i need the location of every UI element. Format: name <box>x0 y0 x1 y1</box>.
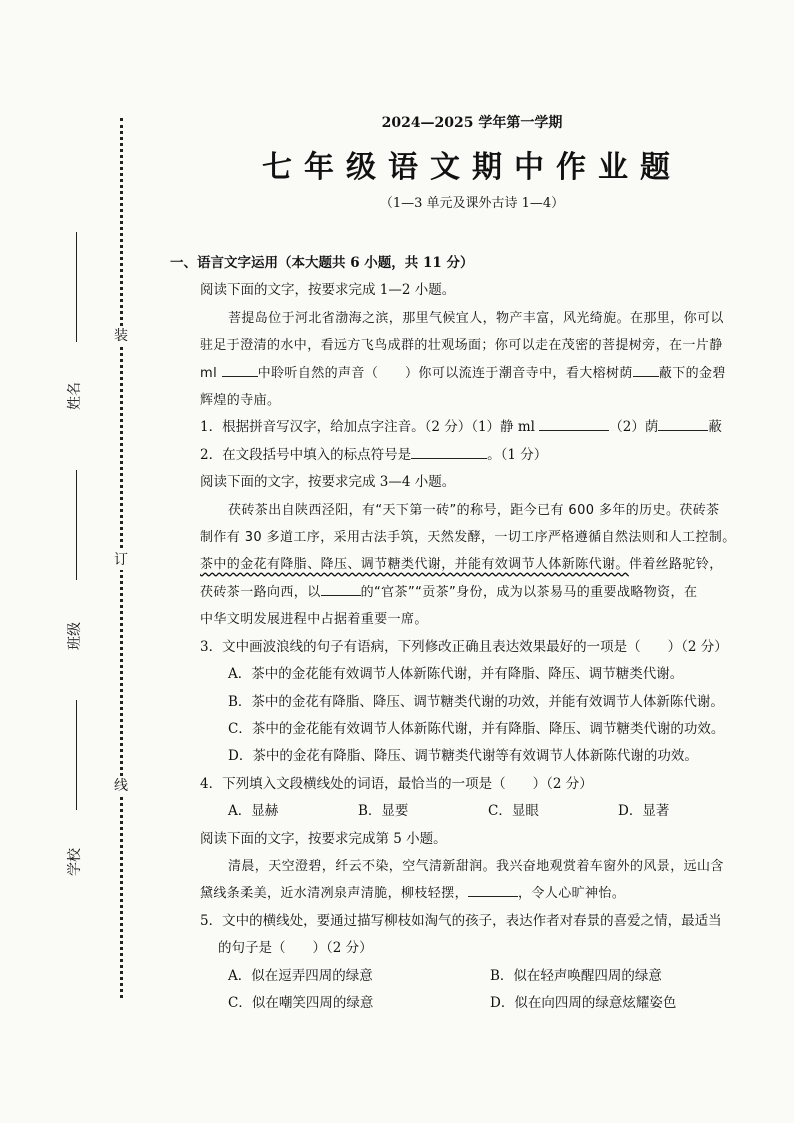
answer-blank-q1-2[interactable] <box>658 416 708 431</box>
q4-option-b[interactable]: B．显要 <box>358 803 409 820</box>
binding-char-ding: 订 <box>114 552 128 568</box>
passage-2 <box>170 497 770 634</box>
passage-1-line: 辉煌的寺庙。 <box>200 393 281 409</box>
q5-option-d[interactable]: D．似在向四周的绿意炫耀姿色 <box>490 994 677 1011</box>
pinyin-ml: ml <box>200 365 218 381</box>
question-4: 4．下列填入文段横线处的词语，最恰当的一项是（ ）（2 分） <box>200 775 593 792</box>
passage-1-line <box>170 360 770 387</box>
passage-blank-ml[interactable] <box>222 362 258 377</box>
question-1 <box>170 414 770 441</box>
passage-text: 伴着丝路驼铃， <box>628 557 723 573</box>
school-year: 2024—2025 学年第一学期 <box>381 115 563 131</box>
q3-option-b[interactable]: B．茶中的金花有降脂、降压、调节糖类代谢的功效，并能有效调节人体新陈代谢。 <box>228 693 724 710</box>
passage-text: 中聆听自然的声音（ ）你可以流连于潮音寺中，看大榕树荫 <box>257 365 633 381</box>
passage-blank-word[interactable] <box>321 581 361 596</box>
reading-instruction-2: 阅读下面的文字，按要求完成 3—4 小题。 <box>200 474 456 491</box>
passage-1-line: 驻足于澄清的水中，看远方飞鸟成群的壮观场面；你可以走在茂密的菩提树旁，在一片静 <box>200 338 723 354</box>
passage-blank-sentence[interactable] <box>468 882 518 897</box>
q5-option-b[interactable]: B．似在轻声唤醒四周的绿意 <box>490 967 662 984</box>
q5-options-row1 <box>170 963 770 990</box>
exam-title: 七年级语文期中作业题 <box>262 150 682 185</box>
passage-3 <box>170 853 770 908</box>
class-blank[interactable] <box>76 470 77 580</box>
passage-2-line <box>170 579 770 606</box>
school-label: 学校 <box>67 848 83 876</box>
name-blank[interactable] <box>76 232 77 342</box>
question-3: 3．文中画波浪线的句子有语病，下列修改正确且表达效果最好的一项是（ ）（2 分） <box>200 638 728 655</box>
question-2 <box>170 442 770 469</box>
exam-scope: （1—3 单元及课外古诗 1—4） <box>379 196 565 211</box>
q5-option-a[interactable]: A．似在逗弄四周的绿意 <box>228 967 373 984</box>
passage-1 <box>170 305 770 415</box>
q4-option-a[interactable]: A．显赫 <box>228 803 279 820</box>
name-label: 姓名 <box>67 382 83 410</box>
passage-2-line <box>170 551 770 578</box>
passage-text: 蔽下的金碧 <box>658 365 726 381</box>
passage-2-line: 中华文明发展进程中占据着重要一席。 <box>200 612 428 628</box>
q3-option-a[interactable]: A．茶中的金花能有效调节人体新陈代谢，并有降脂、降压、调节糖类代谢。 <box>228 666 684 683</box>
passage-2-line: 制作有 30 多道工序，采用古法手筑，天然发酵，一切工序严格遵循自然法则和人工控制。 <box>200 530 736 546</box>
question-1-part2: （2）荫 <box>609 419 659 436</box>
q4-option-d[interactable]: D．显著 <box>618 803 670 820</box>
wavy-underlined-sentence: 茶中的金花有降脂、降压、调节糖类代谢，并能有效调节人体新陈代谢。 <box>200 557 629 573</box>
passage-3-line <box>170 880 770 907</box>
q3-option-d[interactable]: D．茶中的金花有降脂、降压、调节糖类代谢等有效调节人体新陈代谢的功效。 <box>228 748 698 765</box>
passage-text: 黛线条柔美，近水清冽泉声清脆，柳枝轻摆， <box>200 886 469 902</box>
answer-blank-q2[interactable] <box>411 444 487 459</box>
passage-1-line: 菩提岛位于河北省渤海之滨，那里气候宜人，物产丰富，风光绮旎。在那里，你可以 <box>228 310 724 326</box>
question-1-text: 1．根据拼音写汉字，给加点字注音。（2 分）（1）静 ml <box>200 419 535 436</box>
question-5-cont: 的句子是（ ）（2 分） <box>218 940 373 957</box>
passage-text: 茯砖茶一路向西，以 <box>200 584 321 600</box>
question-1-end: 蔽 <box>708 419 722 436</box>
reading-instruction-1: 阅读下面的文字，按要求完成 1—2 小题。 <box>200 282 456 299</box>
passage-text: 的“官茶”“贡茶”身份，成为以茶易马的重要战略物资，在 <box>360 584 698 600</box>
question-2-end: 。（1 分） <box>487 446 548 463</box>
binding-char-xian: 线 <box>114 778 128 794</box>
q5-option-c[interactable]: C．似在嘲笑四周的绿意 <box>228 994 374 1011</box>
answer-blank-q1-1[interactable] <box>539 416 609 431</box>
school-blank[interactable] <box>76 700 77 810</box>
question-5: 5．文中的横线处，要通过描写柳枝如淘气的孩子，表达作者对春景的喜爱之情，最适当 <box>200 912 722 929</box>
section-heading: 一、语言文字运用（本大题共 6 小题，共 11 分） <box>170 255 474 271</box>
class-label: 班级 <box>67 622 83 650</box>
passage-3-line: 清晨，天空澄碧，纤云不染，空气清新甜润。我兴奋地观赏着车窗外的风景，远山含 <box>228 858 724 874</box>
question-2-text: 2．在文段括号中填入的标点符号是 <box>200 446 412 463</box>
exam-header <box>150 112 794 211</box>
binding-char-zhuang: 装 <box>114 328 128 344</box>
passage-blank-yin[interactable] <box>633 362 659 377</box>
exam-content <box>170 250 770 1017</box>
q5-options-row2 <box>170 990 770 1017</box>
q3-option-c[interactable]: C．茶中的金花能有效调节人体新陈代谢，并有降脂、降压、调节糖类代谢的功效。 <box>228 720 725 737</box>
q4-options <box>170 798 770 825</box>
passage-2-line: 茯砖茶出自陕西泾阳，有“天下第一砖”的称号，距今已有 600 多年的历史。茯砖茶 <box>228 502 720 518</box>
reading-instruction-3: 阅读下面的文字，按要求完成第 5 小题。 <box>200 830 447 847</box>
passage-text: ，令人心旷神怡。 <box>518 886 626 902</box>
q4-option-c[interactable]: C．显眼 <box>488 803 539 820</box>
